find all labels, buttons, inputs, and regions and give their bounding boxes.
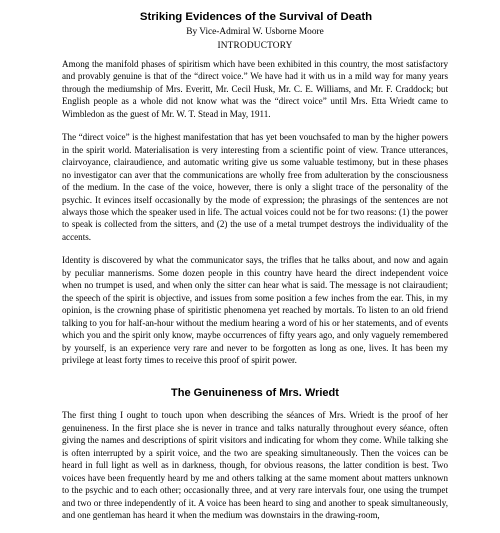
paragraph: The first thing I ought to touch upon when describing the séances of Mrs. Wriedt is the proof of her genuineness. In the first place she is never in trance and talks naturally throughout every séance, often giving the names and descriptions of spirit visitors and indicating for whom they come. While talking she is often interrupted by a spirit voice, and the two are speaking simultaneously. Then the voices can be heard in full light as well as in darkness, though, for obvious reasons, the latter condition is best. Two voices have been frequently heard by me and others talking at the same moment about matters unknown to the psychic and to each other; occasionally three, and at very rare intervals four, one using the trumpet and two or three independently of it. A voice has been heard to sing and another to speak simultaneously, and one gentleman has heard it when the medium was downstairs in the drawing-room, [62,410,448,521]
intro-label: INTRODUCTORY [217,41,293,51]
paragraph: Among the manifold phases of spiritism which have been exhibited in this country, the most satisfactory and provably genuine is that of the “direct voice.” We have had it with us in a mild way for many years through the mediumship of Mrs. Everitt, Mr. Cecil Husk, Mr. C. E. Williams, and Mr. F. Craddock; but English people as a whole did not know what was the “direct voice” until Mrs. Etta Wriedt came to Wimbledon as the guest of Mr. W. T. Stead in May, 1911. [62,59,448,119]
paragraph: Identity is discovered by what the communicator says, the trifles that he talks about, and now and again by peculiar mannerisms. Some dozen people in this country have heard the direct independent voice when no trumpet is used, and when only the sitter can hear what is said. The message is not clairaudient; the speech of the spirit is objective, and issues from some position a few inches from the ear. This, in my opinion, is the crowning phase of spiritistic phenomena yet reached by mortals. To listen to an old friend talking to you for half-an-hour without the medium hearing a word of his or her statements, and of events which you and the spirit only know, maybe occurrences of fifty years ago, and only vaguely remembered by yourself, is an experience very rare and never to be forgotten as long as one, lives. It has been my privilege at least forty times to receive this proof of spirit power. [62,255,448,365]
author-line: By Vice-Admiral W. Usborne Moore [186,27,324,37]
document-title: Striking Evidences of the Survival of Death [139,11,373,23]
document-page [62,10,448,533]
paragraph: The “direct voice” is the highest manifestation that has yet been vouchsafed to man by the higher powers in the spirit world. Materialisation is very interesting from a scientific point of view. Trance utterances, clairvoyance, clairaudience, and automatic writing give us some valuable testimony, but in these phases no investigator can aver that the communications are wholly free from adulteration by the consciousness of the medium. In the case of the voice, however, there is only a slight trace of the personality of the psychic. It evinces itself occasionally by the mode of expression; the phrasings of the sentences are not always those which the speaker used in life. The actual voices could not be for two reasons: (1) the power to speak is collected from the sitters, and (2) the use of a metal trumpet destroys the individuality of the accents. [62,132,448,242]
section-heading: The Genuineness of Mrs. Wriedt [171,387,339,400]
